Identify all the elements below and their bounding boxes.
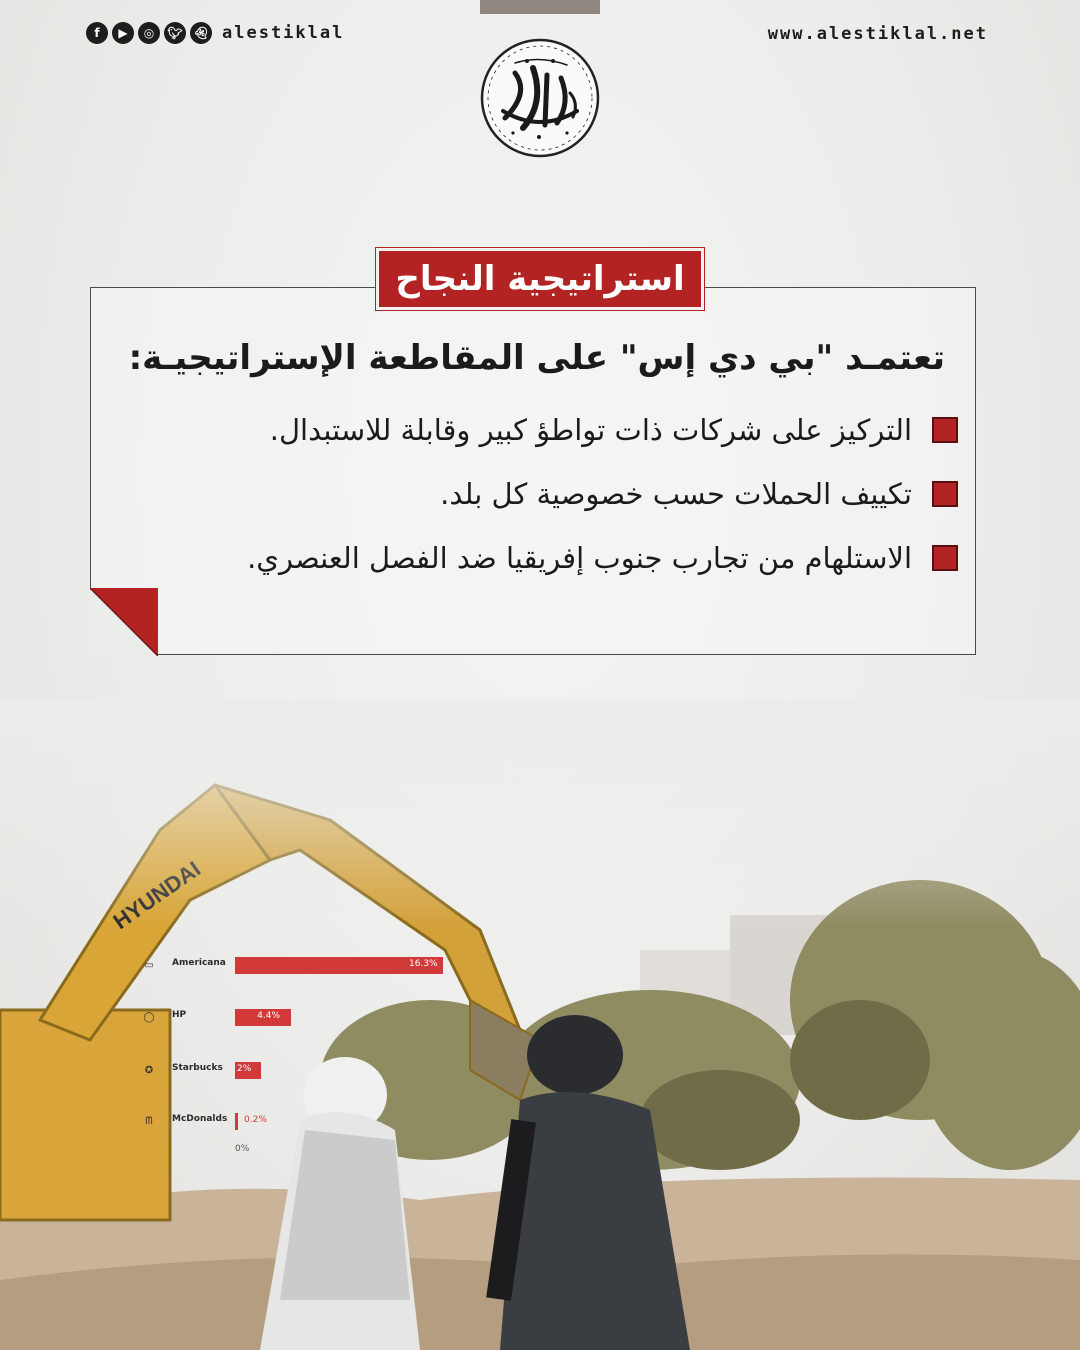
section-title: استراتيجية النجاح xyxy=(376,248,704,310)
bar-mcdonalds xyxy=(235,1113,238,1130)
category-label: Starbucks xyxy=(172,1063,223,1073)
bullet-text: الاستلهام من تجارب جنوب إفريقيا ضد الفصل العنصري. xyxy=(247,541,912,575)
category-label: McDonalds xyxy=(172,1114,228,1124)
folded-corner xyxy=(90,588,158,656)
value-label: 4.4% xyxy=(257,1011,281,1021)
youtube-icon[interactable]: ▶ xyxy=(112,22,134,44)
social-links xyxy=(86,20,344,46)
bullet-square-icon xyxy=(932,545,958,571)
category-label: HP xyxy=(172,1010,187,1020)
list-item xyxy=(160,462,990,526)
twitter-icon[interactable]: 🐦︎ xyxy=(164,22,186,44)
lead-sentence: تعتمـد "بي دي إس" على المقاطعة الإستراتيجيـة: xyxy=(128,338,945,378)
social-handle: alestiklal xyxy=(222,23,345,43)
chart-row-starbucks xyxy=(135,1060,455,1080)
bullet-text: التركيز على شركات ذات تواطؤ كبير وقابلة للاستبدال. xyxy=(269,413,912,447)
category-label: Americana xyxy=(172,958,226,968)
website-url[interactable]: www.alestiklal.net xyxy=(767,24,988,44)
x-tick-label: 0% xyxy=(235,1144,250,1154)
list-item xyxy=(160,398,990,462)
value-label: 16.3% xyxy=(409,959,438,969)
hp-logo-icon: ◯ xyxy=(143,1011,155,1023)
instagram-icon[interactable]: ◎ xyxy=(138,22,160,44)
bullet-text: تكييف الحملات حسب خصوصية كل بلد. xyxy=(440,477,912,511)
facebook-icon[interactable]: f xyxy=(86,22,108,44)
snapchat-icon[interactable]: 👻︎ xyxy=(190,22,212,44)
bullet-square-icon xyxy=(932,417,958,443)
chart-row-hp xyxy=(135,1007,455,1027)
boycott-impact-chart xyxy=(135,950,455,1160)
bullet-square-icon xyxy=(932,481,958,507)
chart-row-mcdonalds xyxy=(135,1111,455,1131)
americana-logo-icon: ▭ xyxy=(144,959,154,971)
starbucks-logo-icon: ✪ xyxy=(144,1064,154,1076)
value-label: 0.2% xyxy=(244,1115,267,1125)
value-label: 2% xyxy=(237,1064,252,1074)
list-item xyxy=(160,526,990,590)
top-tab-decoration xyxy=(480,0,600,14)
chart-row-americana xyxy=(135,955,455,975)
alestiklal-logo xyxy=(475,33,605,163)
mcdonalds-logo-icon: ᗰ xyxy=(145,1115,153,1127)
bullet-list xyxy=(160,398,990,590)
